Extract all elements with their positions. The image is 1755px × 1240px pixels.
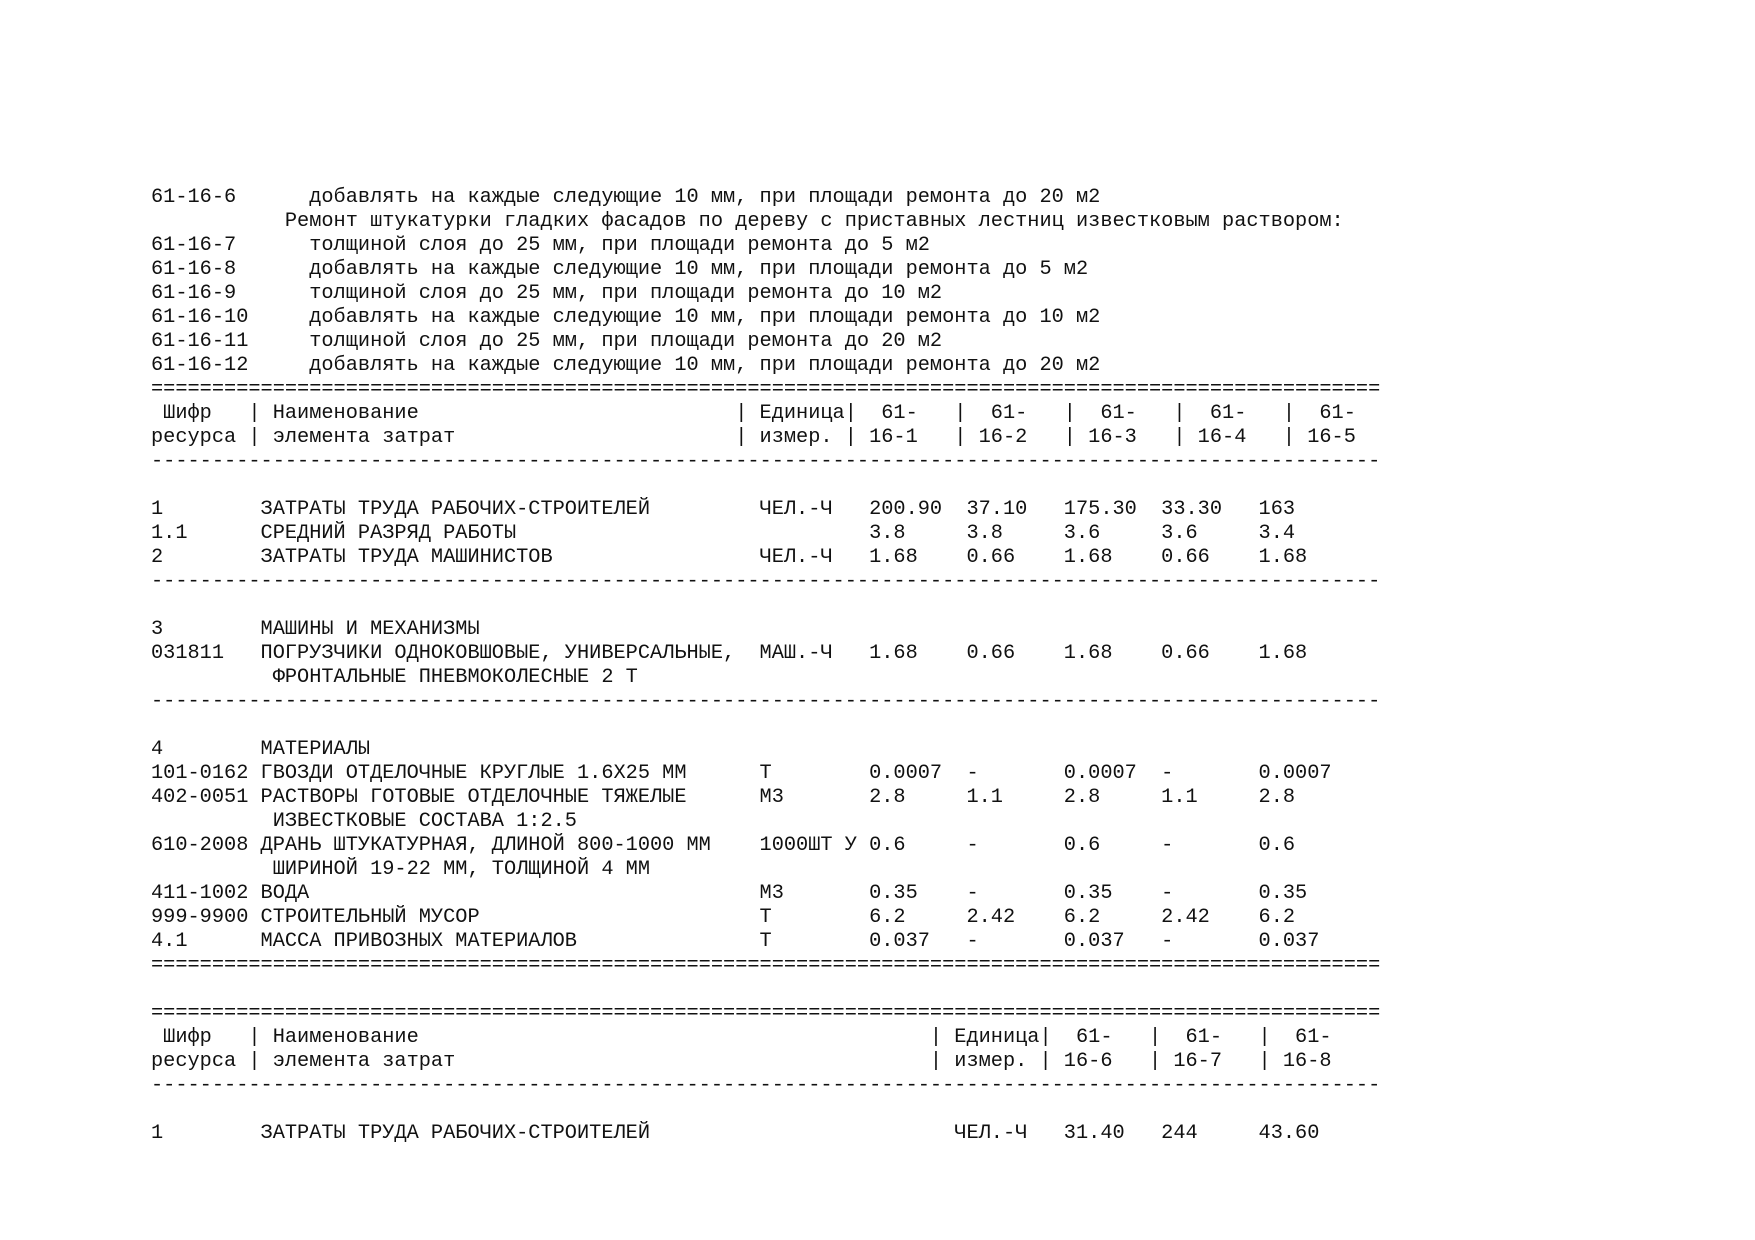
text-line: Шифр | Наименование | Единица| 61- | 61- | 61- | 61- | 61- — [151, 402, 1356, 425]
text-line: ----------------------------------------------------------------------------------------------------- — [151, 690, 1381, 713]
text-line: 1 ЗАТРАТЫ ТРУДА РАБОЧИХ-СТРОИТЕЛЕЙ ЧЕЛ.-Ч 200.90 37.10 175.30 33.30 163 — [151, 498, 1296, 521]
text-line: 610-2008 ДРАНЬ ШТУКАТУРНАЯ, ДЛИНОЙ 800-1000 ММ 1000ШТ У 0.6 - 0.6 - 0.6 — [151, 834, 1296, 857]
text-line — [151, 594, 1380, 618]
text-line: 61-16-8 добавлять на каждые следующие 10 мм, при площади ремонта до 5 м2 — [151, 258, 1089, 281]
text-line: ----------------------------------------------------------------------------------------------------- — [151, 1074, 1381, 1097]
text-line: 4.1 МАССА ПРИВОЗНЫХ МАТЕРИАЛОВ Т 0.037 - 0.037 - 0.037 — [151, 930, 1320, 953]
text-line: 411-1002 ВОДА М3 0.35 - 0.35 - 0.35 — [151, 882, 1308, 905]
text-line: 61-16-7 толщиной слоя до 25 мм, при площади ремонта до 5 м2 — [151, 234, 930, 257]
text-line: 61-16-10 добавлять на каждые следующие 10 мм, при площади ремонта до 10 м2 — [151, 306, 1101, 329]
text-line — [151, 1098, 1380, 1122]
text-line: 61-16-11 толщиной слоя до 25 мм, при площади ремонта до 20 м2 — [151, 330, 943, 353]
text-line — [151, 714, 1380, 738]
text-line: Шифр | Наименование | Единица| 61- | 61- | 61- — [151, 1026, 1332, 1049]
text-line: ----------------------------------------------------------------------------------------------------- — [151, 450, 1381, 473]
text-line: ШИРИНОЙ 19-22 ММ, ТОЛЩИНОЙ 4 ММ — [151, 858, 650, 881]
text-line — [151, 474, 1380, 498]
text-line: 61-16-9 толщиной слоя до 25 мм, при площади ремонта до 10 м2 — [151, 282, 943, 305]
text-line: ресурса | элемента затрат | измер. | 16-6 | 16-7 | 16-8 — [151, 1050, 1332, 1073]
text-line: 101-0162 ГВОЗДИ ОТДЕЛОЧНЫЕ КРУГЛЫЕ 1.6Х25 ММ Т 0.0007 - 0.0007 - 0.0007 — [151, 762, 1332, 785]
text-line: Ремонт штукатурки гладких фасадов по дереву с приставных лестниц известковым раствором: — [151, 210, 1344, 233]
text-line: 3 МАШИНЫ И МЕХАНИЗМЫ — [151, 618, 480, 641]
text-line: 402-0051 РАСТВОРЫ ГОТОВЫЕ ОТДЕЛОЧНЫЕ ТЯЖЕЛЫЕ М3 2.8 1.1 2.8 1.1 2.8 — [151, 786, 1296, 809]
text-line: 999-9900 СТРОИТЕЛЬНЫЙ МУСОР Т 6.2 2.42 6.2 2.42 6.2 — [151, 906, 1296, 929]
text-line: 1 ЗАТРАТЫ ТРУДА РАБОЧИХ-СТРОИТЕЛЕЙ ЧЕЛ.-Ч 31.40 244 43.60 — [151, 1122, 1320, 1145]
text-line: 4 МАТЕРИАЛЫ — [151, 738, 371, 761]
text-line: ===================================================================================================== — [151, 954, 1381, 977]
text-line: ----------------------------------------------------------------------------------------------------- — [151, 570, 1381, 593]
text-line: 61-16-12 добавлять на каждые следующие 10 мм, при площади ремонта до 20 м2 — [151, 354, 1101, 377]
text-line — [151, 978, 1380, 1002]
text-line: 2 ЗАТРАТЫ ТРУДА МАШИНИСТОВ ЧЕЛ.-Ч 1.68 0.66 1.68 0.66 1.68 — [151, 546, 1308, 569]
text-line: 61-16-6 добавлять на каждые следующие 10 мм, при площади ремонта до 20 м2 — [151, 186, 1101, 209]
text-line: ===================================================================================================== — [151, 1002, 1381, 1025]
text-line: ИЗВЕСТКОВЫЕ СОСТАВА 1:2.5 — [151, 810, 577, 833]
text-line: ===================================================================================================== — [151, 378, 1381, 401]
text-line: ФРОНТАЛЬНЫЕ ПНЕВМОКОЛЕСНЫЕ 2 Т — [151, 666, 638, 689]
text-line: ресурса | элемента затрат | измер. | 16-1 | 16-2 | 16-3 | 16-4 | 16-5 — [151, 426, 1356, 449]
document-page — [151, 186, 1380, 1146]
text-line: 1.1 СРЕДНИЙ РАЗРЯД РАБОТЫ 3.8 3.8 3.6 3.6 3.4 — [151, 522, 1296, 545]
text-line: 031811 ПОГРУЗЧИКИ ОДНОКОВШОВЫЕ, УНИВЕРСАЛЬНЫЕ, МАШ.-Ч 1.68 0.66 1.68 0.66 1.68 — [151, 642, 1308, 665]
